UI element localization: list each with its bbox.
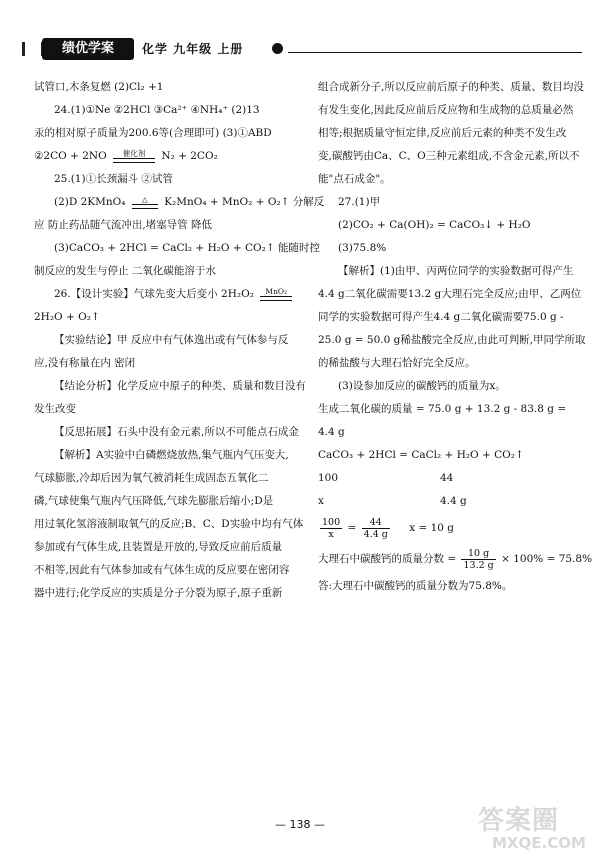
fraction-denominator: 13.2 g — [463, 559, 494, 571]
fraction-numerator: 44 — [362, 517, 390, 529]
equation-reactants: (2)D 2KMnO₄ — [54, 196, 126, 208]
answer-line: 27.(1)甲 — [338, 196, 381, 208]
left-column — [34, 76, 325, 605]
equal-sign — [260, 296, 292, 301]
fraction — [362, 517, 390, 540]
answer-line: (2)CO₂ + Ca(OH)₂ = CaCO₃↓ + H₂O — [338, 219, 531, 231]
unknown-mass: x — [318, 495, 324, 507]
answer-line: 有发生变化,因此反应前后反应物和生成物的总质量必然 — [318, 104, 574, 116]
answer-line: 4.4 g二氧化碳需要13.2 g大理石完全反应;由甲、乙两位 — [318, 288, 582, 300]
fraction-denominator: x — [328, 528, 334, 540]
equation-line — [34, 145, 302, 168]
answer-line: 同学的实验数据可得产生4.4 g二氧化碳需要75.0 g - — [318, 311, 564, 323]
molar-mass-co2: 44 — [440, 472, 454, 484]
ratio-row — [318, 467, 580, 490]
fraction — [320, 517, 342, 540]
reaction-arrow — [260, 288, 292, 301]
brand-stripe-decoration — [22, 42, 44, 56]
answer-line: 变,碳酸钙由Ca、C、O三种元素组成,不含金元素,所以不 — [318, 150, 580, 162]
answer-line: 发生改变 — [34, 403, 76, 415]
fraction-denominator: 4.4 g — [363, 528, 388, 540]
answer-line: 应,没有称量在内 密闭 — [34, 357, 136, 369]
fraction-numerator: 100 — [322, 516, 341, 528]
catalyst-label: 催化剂 — [122, 148, 146, 158]
proportion-line: $\frac{100}{x}$ = $\frac{44}{4.4 g}$ x = 10 g — [322, 516, 455, 540]
answer-line: 24.(1)①Ne ②2HCl ③Ca²⁺ ④NH₄⁺ (2)13 — [54, 104, 260, 116]
answer-line: 应 防止药品随气流冲出,堵塞导管 降低 — [34, 219, 213, 231]
answer-line: (3)CaCO₃ + 2HCl = CaCl₂ + H₂O + CO₂↑ 能随时控 — [54, 242, 320, 254]
equation-products: K₂MnO₄ + MnO₂ + O₂↑ 分解反 — [164, 196, 325, 208]
equation-line — [34, 283, 302, 306]
equal-sign — [113, 158, 155, 163]
fraction-numerator: 10 g — [461, 548, 495, 560]
header-rule — [288, 52, 582, 53]
answer-line: 【反思拓展】石头中没有金元素,所以不可能点石成金 — [54, 426, 299, 438]
header-dot — [272, 43, 283, 54]
fraction — [461, 548, 495, 571]
equation-line — [34, 191, 325, 214]
equation-products: N₂ + 2CO₂ — [161, 150, 218, 162]
answer-line: (3)设参加反应的碳酸钙的质量为x。 — [338, 380, 506, 392]
equation-reactants: ②2CO + 2NO — [34, 150, 107, 162]
answer-line: 组合成新分子,所以反应前后原子的种类、质量、数目均没 — [318, 81, 584, 93]
answer-line: 25.0 g = 50.0 g稀盐酸完全反应,由此可判断,甲同学所取 — [318, 334, 586, 346]
answer-line: 生成二氧化碳的质量 = 75.0 g + 13.2 g - 83.8 g = — [318, 403, 567, 415]
page-number: — 138 — — [275, 818, 325, 831]
equal-sign — [132, 204, 158, 209]
heat-symbol: △ — [141, 194, 148, 204]
answer-line: 用过氧化氢溶液制取氧气的反应;B、C、D实验中均有气体 — [34, 518, 304, 530]
molar-mass-caco3: 100 — [318, 472, 339, 484]
subject-title: 化学 九年级 上册 — [142, 42, 244, 56]
catalyst-label: MnO₂ — [265, 286, 288, 296]
answer-line: (3)75.8% — [338, 242, 387, 254]
answer-line: 相等;根据质量守恒定律,反应前后元素的种类不发生改 — [318, 127, 567, 139]
answer-line: 的稀盐酸与大理石恰好完全反应。 — [318, 357, 476, 369]
answer-line: 【结论分析】化学反应中原子的种类、质量和数目没有 — [54, 380, 306, 392]
answer-line: 器中进行;化学反应的实质是分子分裂为原子,原子重新 — [34, 587, 283, 599]
answer-line: 参加或有气体生成,且装置是开放的,导致反应前后质量 — [34, 541, 283, 553]
page-header — [22, 38, 582, 64]
answer-line: 25.(1)①长颈漏斗 ②试管 — [54, 173, 173, 185]
percentage-label: 大理石中碳酸钙的质量分数 = — [318, 553, 457, 565]
answer-line: 答:大理石中碳酸钙的质量分数为75.8%。 — [318, 580, 513, 592]
answer-line: 【实验结论】甲 反应中有气体逸出或有气体参与反 — [54, 334, 289, 346]
percentage-result: × 100% = 75.8% — [501, 553, 593, 565]
answer-line: 【解析】A实验中白磷燃烧放热,集气瓶内气压变大, — [54, 449, 289, 461]
ratio-row — [318, 490, 580, 513]
solution-value: x = 10 g — [409, 522, 455, 534]
reaction-arrow — [132, 196, 158, 209]
percentage-line — [318, 543, 593, 575]
answer-line: 4.4 g — [318, 426, 345, 438]
answer-line: 气球膨胀,冷却后因为氧气被消耗生成固态五氧化二 — [34, 472, 269, 484]
watermark-logo — [478, 800, 588, 854]
answer-text: 26.【设计实验】气球先变大后变小 2H₂O₂ — [54, 288, 254, 300]
brand-logo: 绩优学案 — [42, 38, 134, 60]
answer-line: 制反应的发生与停止 二氧化碳能溶于水 — [34, 265, 216, 277]
right-column — [318, 76, 593, 598]
answer-line: 2H₂O + O₂↑ — [34, 311, 100, 323]
co2-mass: 4.4 g — [440, 495, 467, 507]
reaction-arrow — [113, 150, 155, 163]
answer-line: 能"点石成金"。 — [318, 173, 391, 185]
answer-line: 不相等,因此有气体参加或有气体生成的反应要在密闭容 — [34, 564, 290, 576]
equation-line: CaCO₃ + 2HCl = CaCl₂ + H₂O + CO₂↑ — [318, 449, 524, 461]
answer-line: 试管口,木条复燃 (2)Cl₂ +1 — [34, 81, 164, 93]
watermark-text: 答案圈 — [478, 806, 560, 836]
watermark-url: MXQE.COM — [492, 834, 586, 852]
answer-line: 磷,气球使集气瓶内气压降低,气球先膨胀后缩小;D是 — [34, 495, 274, 507]
answer-line: 【解析】(1)由甲、丙两位同学的实验数据可得产生 — [338, 265, 574, 277]
answer-line: 汞的相对原子质量为200.6等(合理即可) (3)①ABD — [34, 127, 272, 139]
